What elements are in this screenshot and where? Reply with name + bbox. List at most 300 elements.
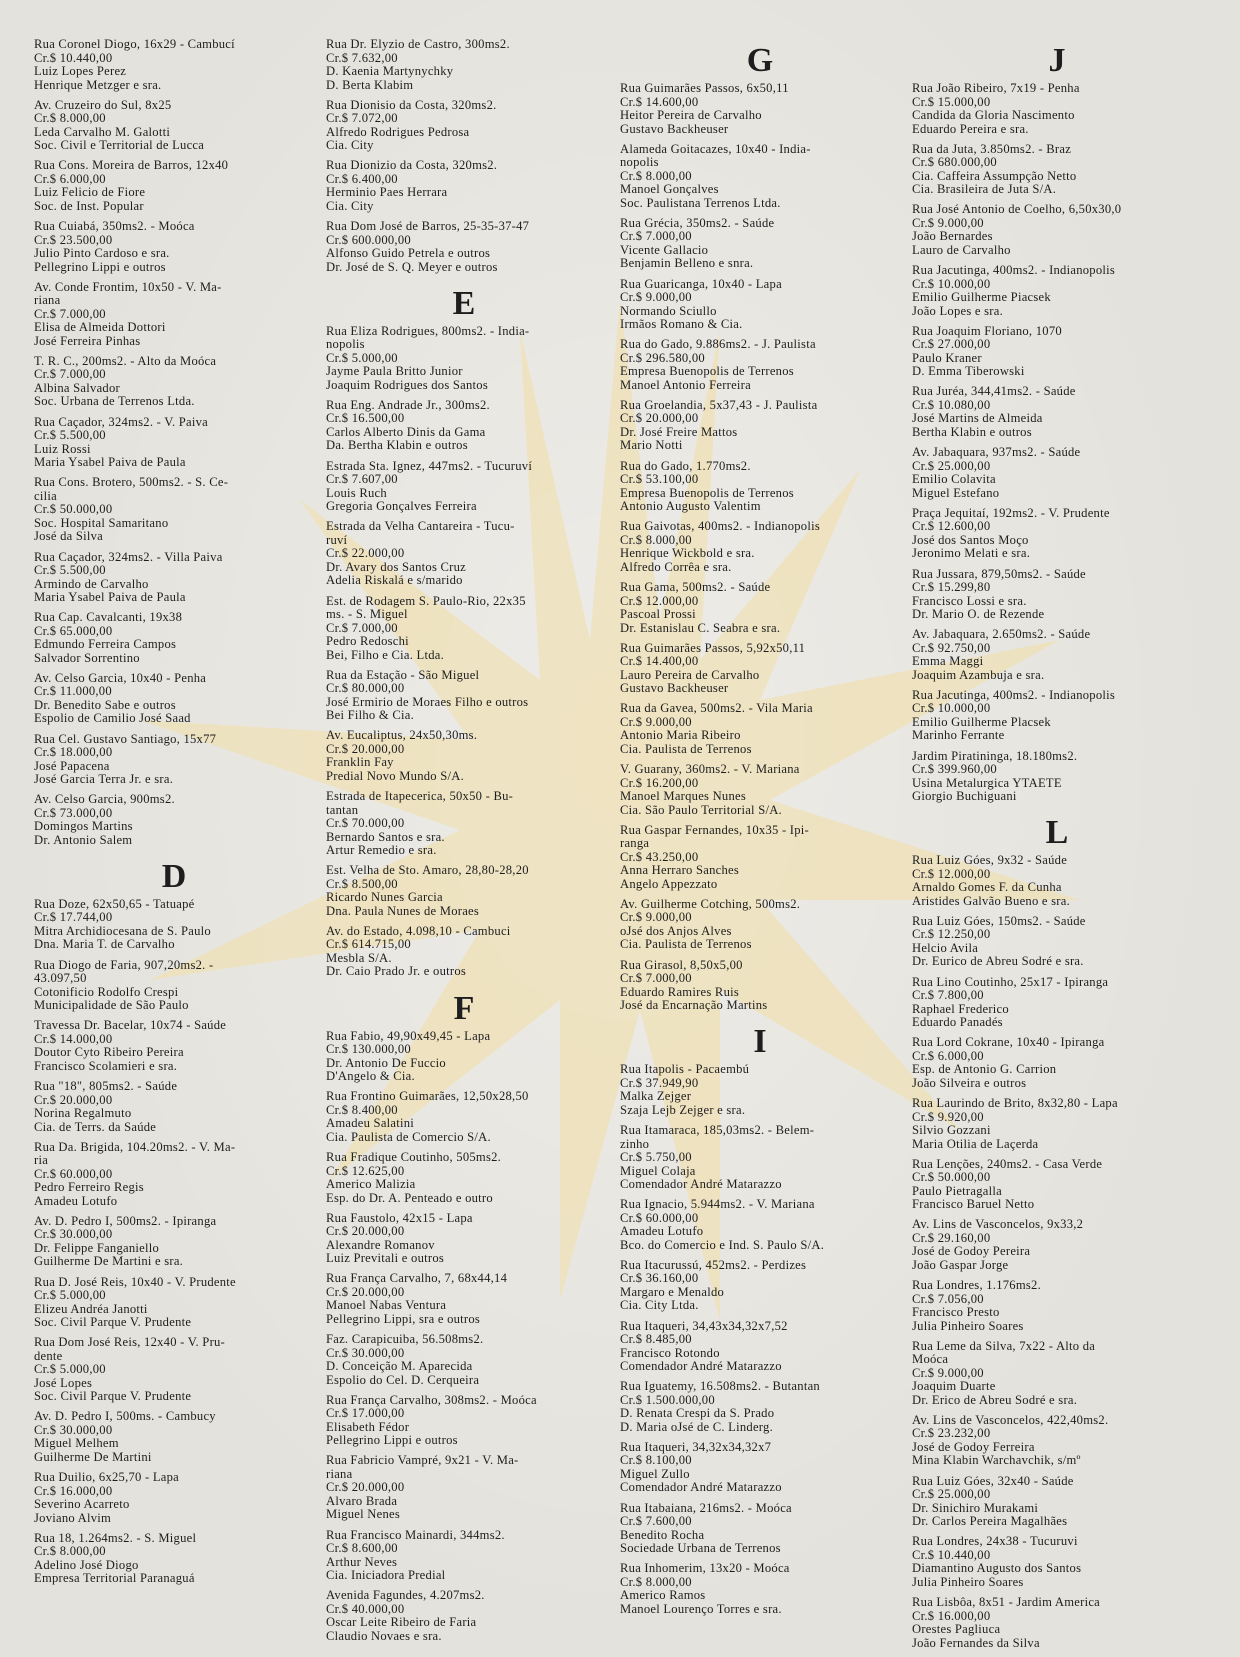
listing-address: Rua Laurindo de Brito, 8x32,80 - Lapa (912, 1096, 1118, 1110)
listing-address: Rua do Gado, 1.770ms2. (620, 458, 751, 473)
listing-line: Cr.$ 12.625,00 (326, 1163, 405, 1178)
listing-line: D. Maria oJsé de C. Linderg. (620, 1419, 773, 1434)
listing-address: Rua Cons. Brotero, 500ms2. - S. Ce- (34, 475, 229, 490)
listing-address: Jardim Piratininga, 18.180ms2. (912, 748, 1078, 763)
listing-line: Cr.$ 25.000,00 (912, 1487, 991, 1502)
listing-entry (326, 1394, 602, 1448)
listing-address: Rua Itapolis - Pacaembú (620, 1062, 750, 1077)
listing-line: Joaquim Azambuja e sra. (912, 667, 1045, 682)
listing-line: Cia. de Terrs. da Saúde (34, 1119, 157, 1134)
listing-line: Dr. Antonio Salem (34, 832, 133, 847)
listing-line: Angelo Appezzato (620, 876, 718, 891)
listing-address: Rua Fabio, 49,90x49,45 - Lapa (326, 1028, 491, 1043)
listing-entry (326, 1272, 602, 1326)
listing-line: Alvaro Brada (326, 1493, 398, 1508)
listing-line: Herminio Paes Herrara (326, 185, 448, 200)
listing-entry (326, 1333, 602, 1387)
listing-line: cilia (34, 488, 57, 503)
listing-address: Rua Fabricio Vampré, 9x21 - V. Ma- (326, 1453, 519, 1468)
listing-line: Moóca (912, 1352, 949, 1367)
listing-address: Rua do Gado, 9.886ms2. - J. Paulista (620, 337, 816, 352)
listing-line: Miguel Melhem (34, 1436, 119, 1451)
listing-line: José de Godoy Pereira (912, 1244, 1031, 1259)
listing-line: Adelia Riskalá e s/marido (326, 573, 463, 588)
listing-address: Rua da Gavea, 500ms2. - Vila Maria (620, 701, 813, 716)
listing-address: Rua Guimarães Passos, 5,92x50,11 (620, 640, 806, 655)
listing-address: Av. Conde Frontim, 10x50 - V. Ma- (34, 279, 222, 294)
listing-line: Maria Otilia de Laçerda (912, 1136, 1039, 1151)
listing-entry (912, 628, 1202, 682)
listing-line: Bertha Klabin e outros (912, 424, 1032, 439)
listing-address: Av. Jabaquara, 2.650ms2. - Saúde (912, 627, 1091, 642)
listing-address: Rua Doze, 62x50,65 - Tatuapé (34, 896, 195, 911)
listing-line: Franklin Fay (326, 755, 394, 770)
listing-address: Rua Francisco Mainardi, 344ms2. (326, 1527, 505, 1542)
listing-line: D. Renata Crespi da S. Prado (620, 1406, 775, 1421)
listing-line: Cr.$ 7.607,00 (326, 472, 398, 487)
listing-address: Rua França Carvalho, 7, 68x44,14 (326, 1271, 508, 1286)
listing-line: Pellegrino Lippi e outros (326, 1433, 458, 1448)
listing-line: Cr.$ 10.000,00 (912, 276, 991, 291)
listing-address: Rua Londres, 24x38 - Tucuruvi (912, 1534, 1078, 1549)
listing-address: Av. Eucaliptus, 24x50,30ms. (326, 728, 478, 743)
listing-line: D'Angelo & Cia. (326, 1069, 415, 1084)
listing-line: Oscar Leite Ribeiro de Faria (326, 1615, 477, 1630)
listing-line: Heitor Pereira de Carvalho (620, 108, 762, 122)
listing-line: Cr.$ 12.250,00 (912, 927, 991, 942)
listing-entry (34, 1532, 314, 1586)
listing-address: Rua 18, 1.264ms2. - S. Miguel (34, 1530, 197, 1545)
listing-address: Rua Gama, 500ms2. - Saúde (620, 580, 771, 594)
listing-entry (326, 1151, 602, 1205)
listing-line: Cr.$ 8.000,00 (620, 168, 692, 183)
listing-line: nopolis (326, 337, 365, 352)
listing-entry (326, 864, 602, 918)
listing-address: Rua Itabaiana, 216ms2. - Moóca (620, 1500, 792, 1515)
listing-entry (326, 399, 602, 453)
listing-entry (620, 460, 900, 514)
listing-entry (34, 1471, 314, 1525)
listing-line: Cr.$ 29.160,00 (912, 1230, 991, 1245)
listing-line: Louis Ruch (326, 485, 387, 500)
listing-address: Rua Jacutinga, 400ms2. - Indianopolis (912, 687, 1116, 702)
listing-line: Cr.$ 8.100,00 (620, 1453, 692, 1468)
listing-address: T. R. C., 200ms2. - Alto da Moóca (34, 353, 217, 368)
listing-line: Cr.$ 7.600,00 (620, 1514, 692, 1529)
listing-line: Manoel Lourenço Torres e sra. (620, 1601, 782, 1616)
listing-line: Julia Pinheiro Soares (912, 1318, 1024, 1333)
listing-entry (912, 385, 1202, 439)
listing-line: Miguel Nenes (326, 1507, 400, 1522)
listing-line: Dr. Erico de Abreu Sodré e sra. (912, 1392, 1078, 1407)
listing-line: Alfredo Rodrigues Pedrosa (326, 124, 470, 139)
listing-line: Pellegrino Lippi e outros (34, 259, 166, 274)
section-letter-g: G (746, 42, 774, 79)
listing-line: Cr.$ 8.000,00 (34, 111, 106, 126)
listing-line: Marinho Ferrante (912, 728, 1005, 743)
listing-line: José da Silva (34, 529, 104, 544)
listing-address: Rua Eliza Rodrigues, 800ms2. - India- (326, 323, 530, 338)
listing-entry (620, 399, 900, 453)
listing-line: Comendador André Matarazzo (620, 1177, 782, 1191)
listing-line: Cr.$ 60.000,00 (620, 1210, 699, 1225)
listing-address: Rua Luiz Góes, 9x32 - Saúde (912, 853, 1068, 868)
listing-line: ms. - S. Miguel (326, 607, 408, 621)
listing-line: Cr.$ 25.000,00 (912, 458, 991, 473)
listing-address: Rua João Ribeiro, 7x19 - Penha (912, 81, 1080, 95)
listing-line: José Papacena (34, 758, 110, 773)
listing-line: Manoel Gonçalves (620, 182, 719, 197)
listing-line: Manoel Antonio Ferreira (620, 377, 751, 392)
listing-line: Miguel Colaja (620, 1163, 696, 1178)
listing-line: Bei Filho & Cia. (326, 708, 414, 723)
listing-address: Estrada de Itapecerica, 50x50 - Bu- (326, 789, 514, 804)
listing-line: José Lopes (34, 1375, 93, 1390)
listing-line: Cia. Caffeira Assumpção Netto (912, 168, 1077, 183)
listing-line: Cr.$ 37.949,90 (620, 1075, 699, 1090)
listing-address: Rua Eng. Andrade Jr., 300ms2. (326, 397, 490, 412)
listing-line: Cia. City Ltda. (620, 1298, 699, 1313)
listing-address: Av. Celso Garcia, 900ms2. (34, 792, 175, 807)
listing-address: Rua França Carvalho, 308ms2. - Moóca (326, 1392, 537, 1407)
listing-line: Dna. Paula Nunes de Moraes (326, 903, 480, 918)
listing-line: Dr. José de S. Q. Meyer e outros (326, 259, 498, 274)
listing-line: Emilio Guilherme Piacsek (912, 290, 1051, 305)
listing-line: José da Encarnação Martins (620, 998, 768, 1013)
listing-address: Rua Gaivotas, 400ms2. - Indianopolis (620, 519, 820, 534)
listing-line: Domingos Martins (34, 819, 133, 834)
listing-entry (326, 99, 602, 153)
listing-line: Helcio Avila (912, 940, 979, 955)
listing-address: Estrada Sta. Ignez, 447ms2. - Tucuruví (326, 458, 533, 473)
listing-line: Mitra Archidiocesana de S. Paulo (34, 923, 211, 938)
listing-line: Cr.$ 17.744,00 (34, 910, 113, 925)
listing-address: Rua Fradique Coutinho, 505ms2. (326, 1150, 502, 1164)
listing-address: Est. de Rodagem S. Paulo-Rio, 22x35 (326, 593, 526, 608)
listing-line: Empresa Buenopolis de Terrenos (620, 364, 794, 379)
listing-line: José Garcia Terra Jr. e sra. (34, 772, 174, 787)
listing-entry (34, 1141, 314, 1209)
listing-line: Cr.$ 8.600,00 (326, 1541, 398, 1556)
listing-entry (326, 925, 602, 979)
listing-line: Cr.$ 50.000,00 (34, 502, 113, 517)
listing-entry (620, 763, 900, 817)
listing-line: Eduardo Pereira e sra. (912, 121, 1029, 136)
listing-line: Luiz Felicio de Fiore (34, 185, 146, 200)
listing-line: Manoel Nabas Ventura (326, 1298, 447, 1313)
listing-line: Guilherme De Martini e sra. (34, 1254, 184, 1269)
listing-line: Cr.$ 14.400,00 (620, 654, 699, 669)
listing-line: Julio Pinto Cardoso e sra. (34, 246, 170, 261)
listing-line: Amadeu Salatini (326, 1116, 415, 1131)
listing-line: Cr.$ 20.000,00 (34, 1092, 113, 1107)
listing-entry (34, 99, 314, 153)
listing-line: Cia. Paulista de Terrenos (620, 937, 752, 952)
listing-entry (912, 1036, 1202, 1090)
listing-address: Rua Ignacio, 5.944ms2. - V. Mariana (620, 1197, 815, 1212)
listing-address: Rua Luiz Góes, 32x40 - Saúde (912, 1473, 1074, 1488)
listing-line: Normando Sciullo (620, 303, 717, 318)
listing-line: Gregoria Gonçalves Ferreira (326, 499, 477, 514)
listing-line: Soc. Paulistana Terrenos Ltda. (620, 195, 781, 210)
listing-entry (34, 1080, 314, 1134)
listing-line: Giorgio Buchiguani (912, 789, 1017, 804)
listing-entry (34, 159, 314, 213)
listing-line: Cr.$ 680.000,00 (912, 155, 997, 170)
listing-line: Antonio Augusto Valentim (620, 499, 761, 514)
listing-line: Cr.$ 16.200,00 (620, 775, 699, 790)
listing-line: Joaquim Rodrigues dos Santos (326, 377, 488, 392)
section-letter-l: L (1045, 814, 1069, 852)
listing-address: Rua Cap. Cavalcanti, 19x38 (34, 610, 183, 625)
listing-address: Rua Dr. Elyzio de Castro, 300ms2. (326, 37, 510, 51)
listing-entry (34, 416, 314, 470)
listing-entry (912, 1596, 1202, 1650)
listing-line: Henrique Metzger e sra. (34, 77, 162, 92)
listing-address: Rua Dom José de Barros, 25-35-37-47 (326, 219, 530, 234)
listing-address: Rua Lino Coutinho, 25x17 - Ipiranga (912, 974, 1109, 989)
listing-line: Edmundo Ferreira Campos (34, 637, 177, 652)
column-1 (34, 38, 314, 1593)
listing-line: Soc. Hospital Samaritano (34, 515, 169, 530)
listing-line: Usina Metalurgica YTAETE (912, 775, 1062, 790)
listing-line: Cr.$ 7.000,00 (34, 367, 106, 382)
listing-line: Cr.$ 10.440,00 (34, 50, 113, 65)
listing-line: ranga (620, 836, 650, 851)
listing-address: Rua da Estação - São Miguel (326, 667, 480, 682)
listing-entry (34, 1276, 314, 1330)
listing-line: Cr.$ 7.000,00 (326, 620, 398, 635)
listing-line: Espolio do Cel. D. Cerqueira (326, 1372, 480, 1387)
listing-line: Cr.$ 10.440,00 (912, 1547, 991, 1562)
listing-entry (620, 1063, 900, 1117)
listing-entry (620, 1259, 900, 1313)
listing-entry (326, 1090, 602, 1144)
listing-line: Szaja Lejb Zejger e sra. (620, 1102, 746, 1117)
listing-line: Cr.$ 5.000,00 (34, 1288, 106, 1303)
listing-line: Dr. Caio Prado Jr. e outros (326, 964, 467, 979)
listing-entry (620, 959, 900, 1013)
listing-address: Rua Jacutinga, 400ms2. - Indianopolis (912, 263, 1116, 278)
listing-address: Rua Groelandia, 5x37,43 - J. Paulista (620, 397, 818, 412)
listing-line: Pedro Redoschi (326, 634, 409, 648)
listing-address: Rua Girasol, 8,50x5,00 (620, 957, 743, 972)
listing-line: Cia. Brasileira de Juta S/A. (912, 182, 1057, 197)
listing-line: Pellegrino Lippi, sra e outros (326, 1311, 481, 1326)
listing-address: Rua Iguatemy, 16.508ms2. - Butantan (620, 1379, 820, 1394)
section-letter-i: I (753, 1023, 767, 1061)
listing-line: Norina Regalmuto (34, 1106, 132, 1120)
listing-line: Francisco Baruel Netto (912, 1197, 1035, 1212)
listing-entry (912, 203, 1202, 257)
listing-line: Cr.$ 9.000,00 (912, 1365, 984, 1380)
listing-line: Emilio Colavita (912, 472, 996, 487)
listing-line: Cr.$ 5.500,00 (34, 563, 106, 577)
listing-address: Travessa Dr. Bacelar, 10x74 - Saúde (34, 1018, 227, 1033)
listing-line: Amadeu Lotufo (34, 1193, 118, 1208)
listing-line: Cr.$ 1.500.000,00 (620, 1392, 715, 1407)
listing-line: zinho (620, 1136, 650, 1151)
listing-line: Luiz Lopes Perez (34, 64, 127, 78)
listing-address: Av. Lins de Vasconcelos, 422,40ms2. (912, 1412, 1109, 1427)
listing-line: Cr.$ 9.000,00 (620, 910, 692, 925)
listing-entry (912, 1218, 1202, 1272)
listing-entry (912, 976, 1202, 1030)
listing-line: Cr.$ 9.920,00 (912, 1109, 984, 1124)
listing-line: Dr. Carlos Pereira Magalhães (912, 1514, 1068, 1529)
listing-line: Gustavo Backheuser (620, 121, 729, 136)
listing-line: Cr.$ 11.000,00 (34, 684, 112, 699)
listing-entry (34, 793, 314, 847)
listing-entry (34, 355, 314, 409)
listing-line: Miguel Estefano (912, 485, 1000, 500)
listing-entry (326, 1454, 602, 1522)
listing-line: Cr.$ 296.580,00 (620, 350, 705, 365)
listing-entry (620, 1320, 900, 1374)
listing-line: Cr.$ 5.000,00 (326, 350, 398, 365)
listing-line: D. Kaenia Martynychky (326, 64, 454, 78)
listing-address: Rua da Juta, 3.850ms2. - Braz (912, 141, 1072, 156)
listing-line: Cr.$ 7.632,00 (326, 50, 398, 65)
listing-entry (34, 38, 314, 92)
listing-line: nopolis (620, 155, 659, 170)
listing-line: Cr.$ 20.000,00 (326, 1284, 405, 1299)
listing-line: João Fernandes da Silva (912, 1635, 1040, 1650)
listing-line: Bei, Filho e Cia. Ltda. (326, 647, 445, 662)
listing-line: Cr.$ 22.000,00 (326, 546, 405, 561)
listing-line: Aristides Galvão Bueno e sra. (912, 893, 1070, 908)
listing-line: Cr.$ 53.100,00 (620, 472, 699, 487)
listing-line: Severino Acarreto (34, 1497, 130, 1512)
listing-address: Rua Frontino Guimarães, 12,50x28,50 (326, 1089, 529, 1104)
listing-line: Bernardo Santos e sra. (326, 829, 445, 844)
listing-address: Rua D. José Reis, 10x40 - V. Prudente (34, 1274, 236, 1289)
listing-line: Joviano Alvim (34, 1510, 112, 1525)
listing-line: Cr.$ 65.000,00 (34, 623, 113, 638)
listing-line: Cr.$ 60.000,00 (34, 1166, 113, 1181)
listing-entry (912, 689, 1202, 743)
listing-entry (34, 220, 314, 274)
listing-line: Joaquim Duarte (912, 1379, 996, 1394)
listing-line: Francisco Scolamieri e sra. (34, 1058, 178, 1073)
listing-entry (620, 581, 900, 635)
listing-line: Cr.$ 600.000,00 (326, 232, 411, 247)
listing-line: Cr.$ 14.000,00 (34, 1031, 113, 1046)
listing-address: V. Guarany, 360ms2. - V. Mariana (620, 762, 800, 777)
listing-line: Cr.$ 16.000,00 (34, 1483, 113, 1498)
listing-address: Av. Jabaquara, 937ms2. - Saúde (912, 445, 1081, 460)
listing-entry (620, 1502, 900, 1556)
listing-entry (912, 1279, 1202, 1333)
listing-address: Rua Caçador, 324ms2. - Villa Paiva (34, 549, 223, 564)
listing-line: Cr.$ 7.072,00 (326, 111, 398, 126)
listing-entry (912, 143, 1202, 197)
listing-entry (34, 281, 314, 349)
listing-entry (326, 1589, 602, 1643)
listing-line: D. Conceição M. Aparecida (326, 1359, 473, 1374)
listing-entry (912, 915, 1202, 969)
column-2 (326, 38, 602, 1650)
listing-entry (620, 143, 900, 211)
listing-address: Est. Velha de Sto. Amaro, 28,80-28,20 (326, 863, 529, 878)
listing-entry (912, 507, 1202, 561)
listing-entry (620, 898, 900, 952)
listing-entry (912, 1340, 1202, 1408)
listing-line: Artur Remedio e sra. (326, 843, 437, 858)
listing-line: Cr.$ 12.600,00 (912, 519, 991, 534)
listing-line: Cr.$ 7.000,00 (34, 306, 106, 321)
listing-line: riana (326, 1466, 353, 1481)
listing-line: oJsé dos Anjos Alves (620, 923, 732, 938)
listing-line: Arthur Neves (326, 1554, 398, 1569)
listing-line: Cr.$ 9.000,00 (912, 215, 984, 230)
listing-line: Claudio Novaes e sra. (326, 1628, 442, 1643)
listing-line: Lauro de Carvalho (912, 242, 1011, 257)
listing-line: Cr.$ 20.000,00 (620, 411, 699, 426)
listing-address: Rua Dom José Reis, 12x40 - V. Pru- (34, 1335, 225, 1350)
listing-entry (326, 729, 602, 783)
listing-line: Arnaldo Gomes F. da Cunha (912, 880, 1062, 895)
listing-line: Jayme Paula Britto Junior (326, 364, 463, 379)
listing-entry (326, 460, 602, 514)
listing-line: Cr.$ 16.000,00 (912, 1608, 991, 1623)
listing-line: Cr.$ 20.000,00 (326, 741, 405, 756)
listing-line: Diamantino Augusto dos Santos (912, 1561, 1082, 1576)
listing-line: Cr.$ 7.056,00 (912, 1291, 984, 1306)
listing-entry (34, 551, 314, 605)
listing-line: Cr.$ 43.250,00 (620, 849, 699, 864)
listing-line: Cr.$ 7.000,00 (620, 971, 692, 986)
listing-address: Rua Dionizio da Costa, 320ms2. (326, 158, 498, 173)
listing-line: Orestes Pagliuca (912, 1622, 1001, 1636)
listing-line: Cr.$ 9.000,00 (620, 290, 692, 305)
listing-address: Av. Celso Garcia, 10x40 - Penha (34, 670, 207, 685)
listing-line: Comendador André Matarazzo (620, 1480, 782, 1495)
listing-address: Rua Leme da Silva, 7x22 - Alto da (912, 1338, 1096, 1353)
listing-line: Francisco Lossi e sra. (912, 593, 1027, 608)
listing-entry (326, 325, 602, 393)
listing-line: tantan (326, 802, 359, 817)
listing-line: Esp. de Antonio G. Carrion (912, 1062, 1057, 1077)
listing-line: João Gaspar Jorge (912, 1257, 1009, 1272)
listing-line: Malka Zejger (620, 1089, 692, 1104)
listing-line: Julia Pinheiro Soares (912, 1574, 1024, 1589)
listing-line: José Ferreira Pinhas (34, 333, 141, 348)
listing-line: Benjamin Belleno e snra. (620, 256, 754, 271)
listing-entry (912, 750, 1202, 804)
listing-line: Soc. Urbana de Terrenos Ltda. (34, 394, 195, 409)
listing-line: Cr.$ 30.000,00 (34, 1422, 113, 1437)
listing-entry (34, 672, 314, 726)
listing-line: dente (34, 1348, 63, 1363)
listing-line: Empresa Buenopolis de Terrenos (620, 485, 794, 500)
listing-line: José Ermirio de Moraes Filho e outros (326, 694, 529, 709)
listing-line: Cr.$ 15.299,80 (912, 580, 991, 594)
listing-entry (326, 669, 602, 723)
listing-line: Salvador Sorrentino (34, 650, 140, 665)
listing-line: Cr.$ 15.000,00 (912, 94, 991, 109)
listing-address: Rua Caçador, 324ms2. - V. Paiva (34, 414, 208, 429)
listing-address: Praça Jequitaí, 192ms2. - V. Prudente (912, 505, 1110, 520)
listing-entry (326, 595, 602, 663)
listing-line: Guilherme De Martini (34, 1449, 152, 1464)
listing-line: Cr.$ 12.000,00 (912, 866, 991, 881)
listing-line: Silvio Gozzani (912, 1123, 991, 1137)
listing-address: Rua Joaquim Floriano, 1070 (912, 323, 1062, 338)
listing-line: Cr.$ 17.000,00 (326, 1406, 405, 1421)
listing-entry (34, 1215, 314, 1269)
listing-line: José de Godoy Ferreira (912, 1439, 1035, 1454)
